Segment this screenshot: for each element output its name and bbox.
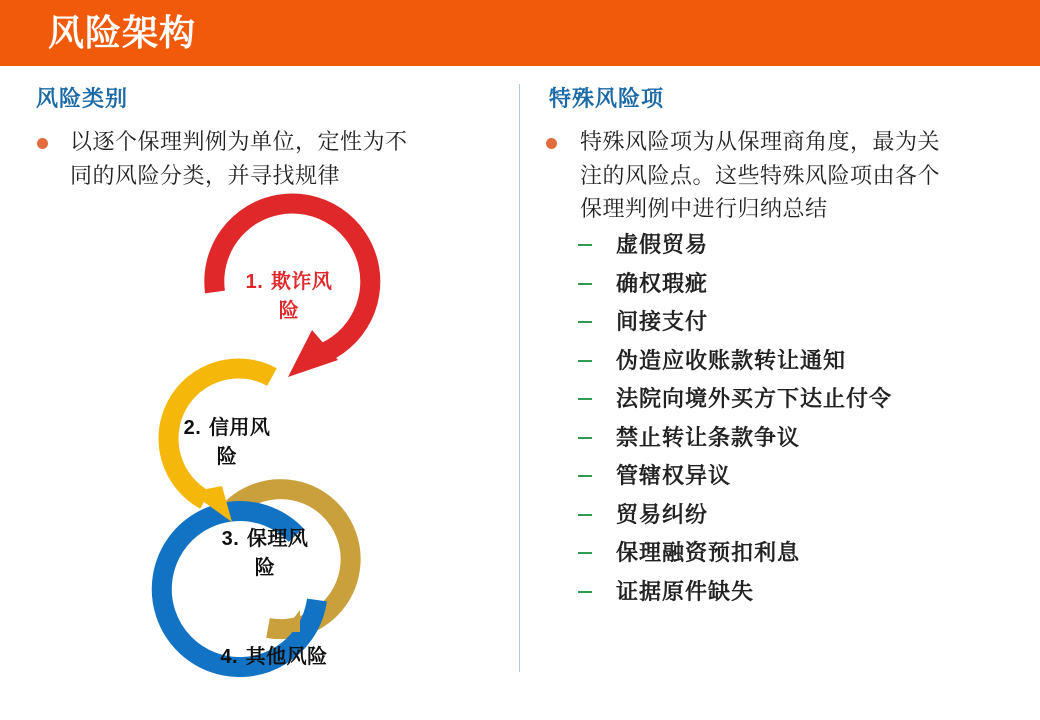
step4-number: 4. [220, 646, 239, 668]
right-bullet-line-2: 注的风险点。这些特殊风险项由各个 [580, 164, 941, 189]
step1-number: 1. [245, 271, 264, 293]
list-item-text: 伪造应收账款转让通知 [616, 347, 847, 374]
right-section-title: 特殊风险项 [549, 86, 665, 112]
step2-number: 2. [183, 417, 202, 439]
right-bullet-dot [546, 138, 557, 149]
dash-marker [578, 475, 592, 477]
special-risk-list [578, 226, 892, 611]
dash-marker [578, 283, 592, 285]
step1-text-line2: 险 [278, 298, 300, 322]
list-item-text: 禁止转让条款争议 [616, 424, 801, 451]
step3-arrowhead [283, 610, 300, 632]
list-item-text: 保理融资预扣利息 [616, 540, 801, 566]
step3-text-line1: 保理风 [246, 526, 309, 550]
step2-text-line2: 险 [216, 444, 238, 468]
list-item [578, 303, 892, 342]
dash-marker [578, 360, 592, 362]
list-item [578, 342, 892, 381]
left-bullet-line-2: 同的风险分类，并寻找规律 [70, 164, 341, 189]
list-item [578, 226, 892, 265]
column-divider [519, 84, 520, 672]
dash-marker [578, 244, 592, 246]
list-item-text: 证据原件缺失 [616, 578, 755, 605]
list-item-text: 贸易纠纷 [616, 501, 709, 528]
list-item-text: 确权瑕疵 [616, 270, 709, 297]
list-item-text: 法院向境外买方下达止付令 [616, 386, 893, 412]
dash-marker [578, 514, 592, 516]
step3-label [204, 524, 326, 581]
list-item-text: 间接支付 [616, 309, 709, 335]
dash-marker [578, 437, 592, 439]
step1-text-line1: 欺诈风 [270, 269, 333, 293]
step1-label [228, 267, 350, 324]
title-bar [0, 0, 1040, 66]
step3-number: 3. [221, 528, 240, 550]
dash-marker [578, 591, 592, 593]
step2-label [166, 413, 288, 470]
list-item [578, 573, 892, 612]
list-item-text: 管辖权异议 [616, 463, 732, 489]
dash-marker [578, 398, 592, 400]
left-bullet-line-1: 以逐个保理判例为单位，定性为不 [70, 130, 408, 155]
dash-marker [578, 552, 592, 554]
step2-arrowhead [190, 486, 232, 522]
right-bullet-line-3: 保理判例中进行归纳总结 [580, 197, 828, 222]
step4-label [196, 642, 352, 671]
page-title: 风险架构 [48, 12, 197, 54]
right-bullet-line-1: 特殊风险项为从保理商角度，最为关 [580, 130, 941, 155]
list-item [578, 496, 892, 535]
step4-text: 其他风险 [245, 644, 328, 668]
dash-marker [578, 321, 592, 323]
step3-text-line2: 险 [254, 555, 276, 579]
list-item [578, 534, 892, 573]
list-item [578, 380, 892, 419]
list-item [578, 419, 892, 458]
step1-arrowhead [288, 330, 338, 377]
left-bullet-dot [37, 138, 48, 149]
list-item-text: 虚假贸易 [616, 232, 709, 258]
list-item [578, 457, 892, 496]
step2-text-line1: 信用风 [208, 415, 271, 439]
list-item [578, 265, 892, 304]
left-section-title: 风险类别 [36, 86, 129, 112]
